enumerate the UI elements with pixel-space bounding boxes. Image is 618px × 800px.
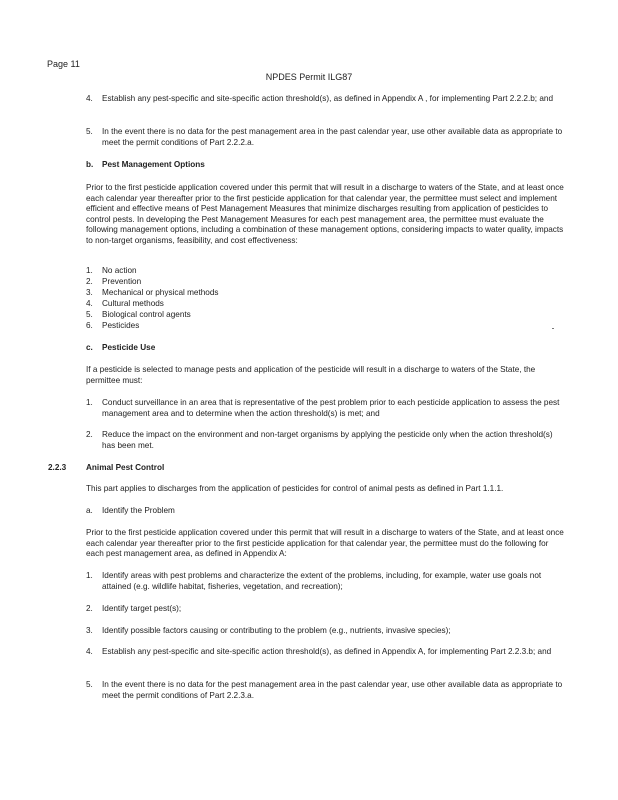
section-heading: Pesticide Use xyxy=(102,343,156,352)
subsection-label: a. xyxy=(86,506,93,515)
option-text: No action xyxy=(102,266,137,275)
section-label: b. xyxy=(86,160,94,169)
section-label: c. xyxy=(86,343,93,352)
subsection-heading: Identify the Problem xyxy=(102,506,175,515)
permit-title: NPDES Permit ILG87 xyxy=(265,72,353,82)
option-text: Pesticides xyxy=(102,321,140,330)
option-text: Mechanical or physical methods xyxy=(102,288,219,297)
list-item-number: 4. xyxy=(86,647,93,656)
list-item-text: Reduce the impact on the environment and non-target organisms by applying the pesticide only when the action threshold(s) has been met. xyxy=(102,430,553,450)
section-heading: Animal Pest Control xyxy=(86,463,165,472)
section-paragraph: Prior to the first pesticide application covered under this permit that will result in a discharge to waters of the State, and at least once each calendar year thereafter prior to the first pesticide application for that calendar year, the permittee must select and implement efficient and effective means of Pest Management Measures that minimize discharges resulting from application of pesticides to control pests. In developing the Pest Management Measures for each pest management area, the permittee must evaluate the following management options, including a combination of these management options, considering impacts to water quality, impacts to non-target organisms, feasibility, and cost effectiveness: xyxy=(86,183,564,245)
list-item-number: 5. xyxy=(86,680,93,689)
list-item-text: Identify possible factors causing or contributing to the problem (e.g., nutrients, invasive species); xyxy=(102,626,451,635)
list-item-number: 4. xyxy=(86,94,93,103)
list-item-text: Establish any pest-specific and site-specific action threshold(s), as defined in Appendix A, for implementing Part 2.2.3.b; and xyxy=(102,647,552,656)
list-item-text: Conduct surveillance in an area that is representative of the pest problem prior to each pesticide application to assess the pest management area and to determine when the action threshold(s) is met; and xyxy=(102,398,560,418)
page-number: Page 11 xyxy=(47,59,80,69)
list-item-number: 1. xyxy=(86,398,93,407)
list-item-text: Identify areas with pest problems and characterize the extent of the problems, including, for example, water use goals not attained (e.g. wildlife habitat, fisheries, vegetation, and recreation); xyxy=(102,571,542,591)
section-heading: Pest Management Options xyxy=(102,160,205,169)
section-intro: This part applies to discharges from the application of pesticides for control of animal pests as defined in Part 1.1.1. xyxy=(86,484,504,493)
list-item-text: Establish any pest-specific and site-specific action threshold(s), as defined in Appendix A , for implementing Part 2.2.2.b; and xyxy=(102,94,554,103)
list-item-number: 2. xyxy=(86,430,93,439)
option-number: 1. xyxy=(86,266,93,275)
list-item-number: 1. xyxy=(86,571,93,580)
section-paragraph: If a pesticide is selected to manage pests and application of the pesticide will result in a discharge to waters of the State, the permittee must: xyxy=(86,365,536,385)
list-item-number: 5. xyxy=(86,127,93,136)
section-number: 2.2.3 xyxy=(48,463,67,472)
list-item-text: Identify target pest(s); xyxy=(102,604,182,613)
list-item-text: In the event there is no data for the pest management area in the past calendar year, use other available data as appropriate to meet the permit conditions of Part 2.2.2.a. xyxy=(102,127,563,147)
option-number: 3. xyxy=(86,288,93,297)
option-text: Prevention xyxy=(102,277,142,286)
option-text: Biological control agents xyxy=(102,310,191,319)
list-item-number: 3. xyxy=(86,626,93,635)
option-number: 2. xyxy=(86,277,93,286)
option-number: 5. xyxy=(86,310,93,319)
section-paragraph: Prior to the first pesticide application covered under this permit that will result in a discharge to waters of the State, and at least once each calendar year thereafter prior to the first pesticide application for that calendar year, the permittee must do the following for each pest management area, as defined in Appendix A: xyxy=(86,528,564,559)
option-number: 4. xyxy=(86,299,93,308)
option-number: 6. xyxy=(86,321,93,330)
scan-mark xyxy=(552,328,554,329)
list-item-text: In the event there is no data for the pest management area in the past calendar year, use other available data as appropriate to meet the permit conditions of Part 2.2.3.a. xyxy=(102,680,563,700)
list-item-number: 2. xyxy=(86,604,93,613)
option-text: Cultural methods xyxy=(102,299,164,308)
